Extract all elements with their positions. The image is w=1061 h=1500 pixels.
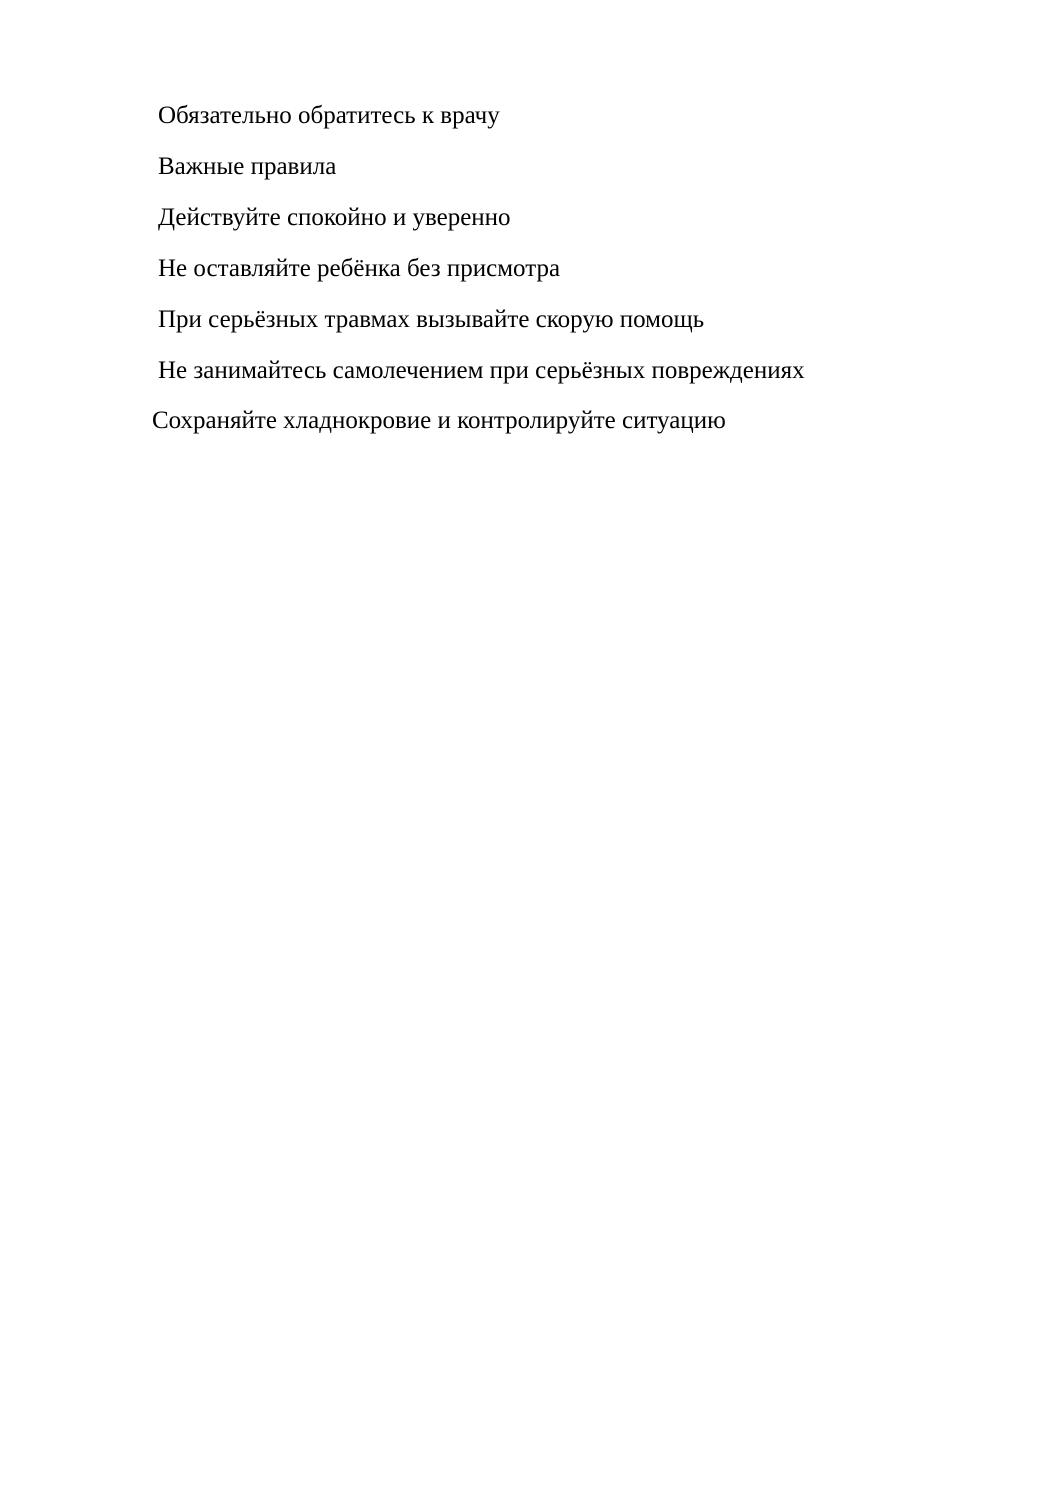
text-line-no-self-treatment: Не занимайтесь самолечением при серьёзных повреждениях (158, 357, 805, 384)
text-line-act-calmly: Действуйте спокойно и уверенно (158, 204, 511, 231)
text-line-important-rules: Важные правила (158, 153, 337, 180)
text-line-call-ambulance: При серьёзных травмах вызывайте скорую помощь (158, 306, 705, 333)
text-line-supervise-child: Не оставляйте ребёнка без присмотра (158, 255, 561, 282)
text-line-stay-composed: Сохраняйте хладнокровие и контролируйте ситуацию (152, 407, 726, 434)
text-line-see-doctor: Обязательно обратитесь к врачу (158, 102, 500, 129)
